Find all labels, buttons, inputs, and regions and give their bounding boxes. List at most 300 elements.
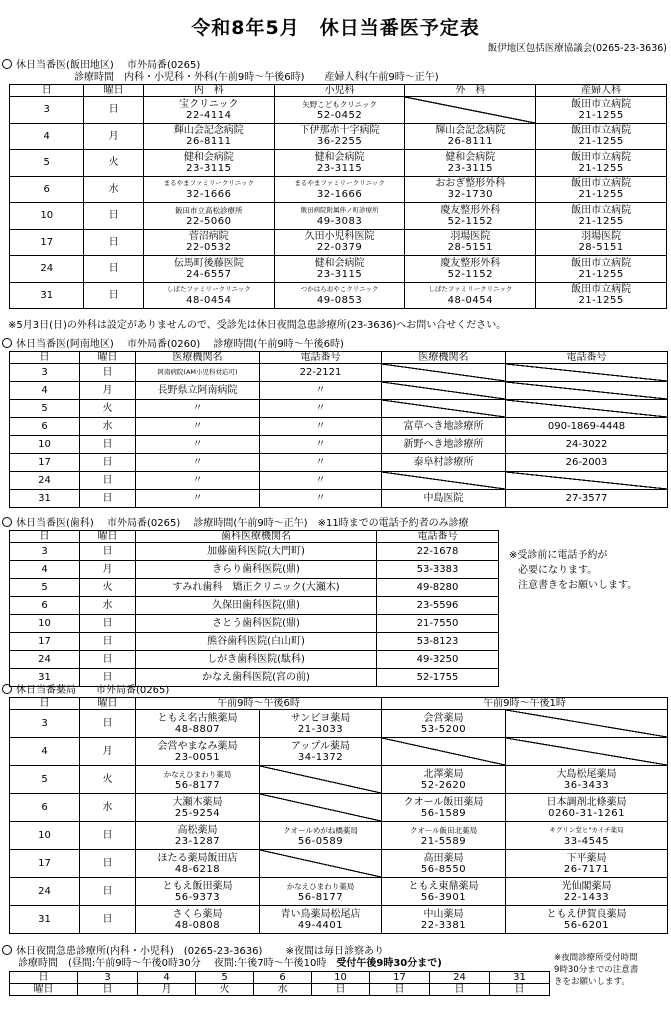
day-cell: 10 bbox=[10, 436, 80, 454]
circle-bullet-icon bbox=[2, 338, 12, 348]
dow-cell: 日 bbox=[80, 710, 136, 738]
header-name2: 医療機関名 bbox=[382, 352, 506, 364]
circle-bullet-icon bbox=[2, 59, 12, 69]
facility-name: 健和会病院 bbox=[445, 151, 496, 163]
dental-tel-cell: 53-3383 bbox=[377, 561, 499, 579]
facility-tel: 33-4545 bbox=[563, 835, 610, 847]
shoni-cell bbox=[274, 256, 405, 283]
day-cell: 17 bbox=[370, 972, 430, 984]
table-row bbox=[10, 710, 668, 738]
facility-tel: 22-0379 bbox=[316, 242, 363, 254]
header-dow: 曜日 bbox=[80, 698, 136, 710]
pharmacy-cell bbox=[260, 710, 382, 738]
facility-name: 大瀬木薬局 bbox=[172, 796, 223, 808]
dow-cell: 水 bbox=[80, 418, 136, 436]
dow-cell: 水 bbox=[80, 794, 136, 822]
naika-cell bbox=[143, 176, 274, 203]
header-dow: 曜日 bbox=[84, 85, 144, 97]
dow-cell: 月 bbox=[80, 738, 136, 766]
facility-tel: 56-8177 bbox=[174, 779, 221, 791]
facility-tel: 52-0452 bbox=[316, 109, 363, 121]
facility-name: 羽場医院 bbox=[581, 231, 622, 243]
facility-tel-cell: 27-3577 bbox=[506, 490, 668, 508]
facility-tel: 23-3115 bbox=[447, 162, 493, 174]
header-geka: 外 科 bbox=[405, 85, 536, 97]
table-row bbox=[10, 364, 668, 382]
facility-name-cell: 中島医院 bbox=[382, 490, 506, 508]
dow-row bbox=[10, 984, 550, 996]
section-heading-pharmacy: 休日当番薬局 市外局番(0265) bbox=[0, 684, 169, 696]
facility-name: かなえひまわり薬局 bbox=[163, 769, 232, 779]
facility-name: ともえ東鼎薬局 bbox=[408, 880, 479, 892]
header-day: 日 bbox=[10, 85, 84, 97]
table-row bbox=[10, 123, 667, 150]
table-row bbox=[10, 176, 667, 203]
night-clinic-table bbox=[9, 971, 550, 996]
day-row bbox=[10, 972, 550, 984]
facility-name: 飯田市立病院 bbox=[571, 125, 632, 137]
facility-tel: 21-3033 bbox=[297, 723, 344, 735]
facility-tel: 22-5060 bbox=[186, 215, 232, 227]
facility-tel: 25-9254 bbox=[174, 807, 221, 819]
table-row bbox=[10, 97, 667, 124]
sanfu-cell bbox=[536, 123, 667, 150]
dow-cell: 日 bbox=[80, 878, 136, 906]
day-cell: 5 bbox=[10, 766, 80, 794]
header-tel1: 電話番号 bbox=[260, 352, 382, 364]
facility-tel: 26-8111 bbox=[447, 136, 493, 148]
facility-name: 会営やまなみ薬局 bbox=[157, 740, 238, 752]
header-naika: 内 科 bbox=[143, 85, 274, 97]
pharmacy-cell bbox=[506, 906, 668, 934]
section-heading-iida: 休日当番医(飯田地区) 市外局番(0265) bbox=[0, 59, 200, 71]
table-row bbox=[10, 615, 499, 633]
facility-name: 矢野こどもクリニック bbox=[302, 99, 377, 109]
table-row bbox=[10, 229, 667, 256]
facility-tel: 23-3115 bbox=[316, 268, 363, 280]
facility-tel: 48-8807 bbox=[174, 723, 221, 735]
dow-cell: 日 bbox=[84, 282, 144, 309]
facility-tel: 48-0454 bbox=[447, 295, 493, 307]
facility-name: かなえひまわり薬局 bbox=[286, 881, 355, 891]
header-day: 日 bbox=[10, 531, 80, 543]
dow-cell: 日 bbox=[370, 984, 430, 996]
table-row bbox=[10, 490, 668, 508]
shoni-cell bbox=[274, 97, 405, 124]
day-cell: 3 bbox=[78, 972, 138, 984]
facility-tel-cell: 〃 bbox=[260, 436, 382, 454]
pharmacy-cell bbox=[382, 906, 506, 934]
day-cell: 10 bbox=[10, 203, 84, 230]
facility-name: 羽場医院 bbox=[450, 231, 491, 243]
facility-name: ともえ伊賀良薬局 bbox=[546, 908, 627, 920]
table-row bbox=[10, 766, 668, 794]
facility-tel: 53-5200 bbox=[420, 723, 467, 735]
facility-name: クオール飯田薬局 bbox=[403, 796, 484, 808]
facility-name: クオールめがね橋薬局 bbox=[283, 825, 358, 835]
naika-cell bbox=[143, 150, 274, 177]
facility-name: アップル薬局 bbox=[291, 740, 350, 752]
iida-duty-table bbox=[9, 84, 667, 309]
sanfu-cell bbox=[536, 150, 667, 177]
page-title: 令和8年5月 休日当番医予定表 bbox=[191, 17, 480, 39]
facility-name: 会営薬局 bbox=[423, 712, 464, 724]
dow-cell: 火 bbox=[80, 400, 136, 418]
facility-name: 飯田病院附属伴ノ町診療所 bbox=[300, 205, 379, 214]
dental-tel-cell: 52-1755 bbox=[377, 669, 499, 687]
anan-duty-table bbox=[9, 351, 668, 508]
facility-tel: 49-3083 bbox=[316, 215, 363, 227]
section-heading-anan: 休日当番医(阿南地区) 市外局番(0260) 診療時間(午前9時～午後6時) bbox=[0, 338, 344, 350]
facility-tel-cell: 26-2003 bbox=[506, 454, 668, 472]
facility-name: 輝山会記念病院 bbox=[435, 125, 506, 137]
facility-tel-cell: 24-3022 bbox=[506, 436, 668, 454]
pharmacy-cell bbox=[506, 794, 668, 822]
facility-tel: 56-1589 bbox=[420, 807, 467, 819]
facility-tel: 32-1666 bbox=[186, 189, 232, 201]
day-cell: 3 bbox=[10, 97, 84, 124]
day-cell: 4 bbox=[10, 561, 80, 579]
day-cell: 3 bbox=[10, 364, 80, 382]
shoni-cell bbox=[274, 203, 405, 230]
day-cell: 31 bbox=[490, 972, 550, 984]
dow-cell: 日 bbox=[80, 615, 136, 633]
facility-name: 日本調剤北條薬局 bbox=[546, 796, 627, 808]
dow-cell: 火 bbox=[84, 150, 144, 177]
dow-cell: 日 bbox=[80, 906, 136, 934]
facility-tel: 52-2620 bbox=[420, 779, 467, 791]
dental-duty-table bbox=[9, 530, 499, 687]
facility-name: 高田薬局 bbox=[423, 852, 464, 864]
facility-name: 久田小児科医院 bbox=[304, 231, 375, 243]
header-sanfu: 産婦人科 bbox=[536, 85, 667, 97]
day-cell: 3 bbox=[10, 543, 80, 561]
facility-tel-cell: 〃 bbox=[260, 382, 382, 400]
day-cell: 31 bbox=[10, 490, 80, 508]
header-name1: 医療機関名 bbox=[136, 352, 260, 364]
table-row bbox=[10, 543, 499, 561]
table-row bbox=[10, 794, 668, 822]
day-cell: 24 bbox=[10, 651, 80, 669]
facility-tel-cell: 〃 bbox=[260, 472, 382, 490]
pharmacy-cell-empty bbox=[382, 738, 506, 766]
table-row bbox=[10, 906, 668, 934]
night-clinic-side-note: ※夜間診療所受付時間 9時30分までの注意書 きをお願いします。 bbox=[554, 953, 639, 987]
naika-cell bbox=[143, 229, 274, 256]
facility-tel: 56-0589 bbox=[297, 835, 344, 847]
header-dental-name: 歯科医療機関名 bbox=[136, 531, 377, 543]
facility-name: 飯田市立高松診療所 bbox=[175, 205, 243, 215]
table-row bbox=[10, 436, 668, 454]
header-tel2: 電話番号 bbox=[506, 352, 668, 364]
dow-cell: 日 bbox=[80, 633, 136, 651]
day-cell: 17 bbox=[10, 633, 80, 651]
pharmacy-cell bbox=[382, 794, 506, 822]
day-cell: 5 bbox=[10, 150, 84, 177]
day-cell: 5 bbox=[196, 972, 254, 984]
dow-cell: 日 bbox=[78, 984, 138, 996]
facility-tel: 36-2255 bbox=[316, 136, 363, 148]
pharmacy-cell bbox=[136, 850, 260, 878]
dow-cell: 水 bbox=[84, 176, 144, 203]
facility-name-cell: 〃 bbox=[136, 400, 260, 418]
header-day: 日 bbox=[10, 352, 80, 364]
day-cell: 6 bbox=[254, 972, 312, 984]
facility-name: 飯田市立病院 bbox=[571, 151, 632, 163]
dental-tel-cell: 49-3250 bbox=[377, 651, 499, 669]
facility-tel: 28-5151 bbox=[447, 242, 493, 254]
table-row bbox=[10, 633, 499, 651]
geka-cell bbox=[405, 203, 536, 230]
facility-tel: 32-1730 bbox=[447, 189, 493, 201]
dow-cell: 日 bbox=[84, 229, 144, 256]
facility-name: 飯田市立病院 bbox=[571, 257, 632, 269]
table-row bbox=[10, 878, 668, 906]
facility-name: 飯田市立病院 bbox=[571, 284, 632, 296]
facility-tel: 24-6557 bbox=[186, 268, 232, 280]
shoni-cell bbox=[274, 150, 405, 177]
facility-tel: 21-1255 bbox=[578, 295, 624, 307]
header-hours-am-pm6: 午前9時～午後6時 bbox=[136, 698, 382, 710]
facility-name-cell: 新野へき地診療所 bbox=[382, 436, 506, 454]
night-clinic-hours: 診療時間 (昼間:午前9時～午後0時30分 夜間:午後7時～午後10時 受付午後9時30分まで) bbox=[18, 958, 442, 969]
table-row bbox=[10, 203, 667, 230]
pharmacy-cell-empty bbox=[260, 850, 382, 878]
pharmacy-cell bbox=[136, 766, 260, 794]
dental-tel-cell: 22-1678 bbox=[377, 543, 499, 561]
facility-name: 飯田市立病院 bbox=[571, 98, 632, 110]
facility-tel: 56-3901 bbox=[420, 891, 467, 903]
section-heading-night-clinic: 休日夜間急患診療所(内科・小児科) (0265-23-3636) ※夜間は毎日診察あり bbox=[0, 945, 384, 957]
dental-side-note: ※受診前に電話予約が 必要になります。 注意書きをお願いします。 bbox=[509, 550, 638, 591]
facility-tel: 0260-31-1261 bbox=[548, 807, 625, 819]
pharmacy-cell-empty bbox=[506, 738, 668, 766]
circle-bullet-icon bbox=[2, 517, 12, 527]
facility-tel: 49-0853 bbox=[316, 295, 363, 307]
dental-name-cell: 熊谷歯科医院(白山町) bbox=[136, 633, 377, 651]
facility-tel: 21-1255 bbox=[578, 162, 624, 174]
pharmacy-cell bbox=[382, 878, 506, 906]
header-hours-am-pm1: 午前9時～午後1時 bbox=[382, 698, 668, 710]
header-dow: 曜日 bbox=[80, 531, 136, 543]
pharmacy-cell bbox=[506, 822, 668, 850]
facility-tel: 28-5151 bbox=[578, 242, 624, 254]
dental-tel-cell: 21-7550 bbox=[377, 615, 499, 633]
pharmacy-cell bbox=[382, 850, 506, 878]
table-row bbox=[10, 472, 668, 490]
day-cell: 10 bbox=[10, 822, 80, 850]
facility-name: まるやまファミリークリニック bbox=[163, 179, 255, 188]
dow-cell: 日 bbox=[80, 651, 136, 669]
facility-tel-cell-empty bbox=[506, 382, 668, 400]
table-row bbox=[10, 400, 668, 418]
facility-name: ほたる薬局飯田店 bbox=[157, 852, 238, 864]
dow-cell: 水 bbox=[254, 984, 312, 996]
facility-name: おおぎ整形外科 bbox=[435, 178, 506, 190]
facility-tel: 48-0808 bbox=[174, 919, 221, 931]
facility-name: 宝クリニック bbox=[179, 98, 239, 110]
day-cell: 24 bbox=[430, 972, 490, 984]
facility-name: 健和会病院 bbox=[183, 151, 234, 163]
table-row bbox=[10, 579, 499, 597]
table-row bbox=[10, 150, 667, 177]
shoni-cell bbox=[274, 176, 405, 203]
dental-tel-cell: 23-5596 bbox=[377, 597, 499, 615]
table-row bbox=[10, 454, 668, 472]
dow-cell: 火 bbox=[196, 984, 254, 996]
facility-name: まるやまファミリークリニック bbox=[294, 179, 385, 188]
pharmacy-cell bbox=[136, 738, 260, 766]
facility-name-cell: 〃 bbox=[136, 436, 260, 454]
facility-tel: 21-1255 bbox=[578, 215, 624, 227]
facility-tel-cell: 〃 bbox=[260, 490, 382, 508]
facility-tel: 22-4114 bbox=[186, 109, 232, 121]
dental-name-cell: 加藤歯科医院(大門町) bbox=[136, 543, 377, 561]
table-row bbox=[10, 418, 668, 436]
facility-tel-cell: 090-1869-4448 bbox=[506, 418, 668, 436]
table-row bbox=[10, 282, 667, 309]
facility-name: 中山薬局 bbox=[423, 908, 464, 920]
facility-tel: 21-1255 bbox=[578, 189, 624, 201]
facility-name: さくら薬局 bbox=[172, 908, 223, 920]
naika-cell bbox=[143, 203, 274, 230]
facility-name: 慶友整形外科 bbox=[440, 257, 501, 269]
facility-tel-cell: 〃 bbox=[260, 454, 382, 472]
table-row bbox=[10, 561, 499, 579]
facility-name-cell: 富草へき地診療所 bbox=[382, 418, 506, 436]
naika-cell bbox=[143, 97, 274, 124]
day-cell: 4 bbox=[10, 123, 84, 150]
geka-cell bbox=[405, 229, 536, 256]
facility-name: しばたファミリークリニック bbox=[428, 285, 513, 294]
facility-tel: 23-3115 bbox=[186, 162, 232, 174]
facility-tel: 36-3433 bbox=[563, 779, 610, 791]
header-dow: 曜日 bbox=[80, 352, 136, 364]
dow-cell: 火 bbox=[80, 766, 136, 794]
facility-tel-cell-empty bbox=[506, 400, 668, 418]
facility-tel: 21-5589 bbox=[420, 835, 467, 847]
facility-tel: 49-4401 bbox=[297, 919, 344, 931]
pharmacy-cell bbox=[382, 766, 506, 794]
facility-name: 飯田市立病院 bbox=[571, 178, 632, 190]
dow-cell: 日 bbox=[80, 364, 136, 382]
day-cell: 5 bbox=[10, 400, 80, 418]
day-cell: 3 bbox=[10, 710, 80, 738]
facility-name: 健和会病院 bbox=[314, 151, 365, 163]
day-cell: 6 bbox=[10, 418, 80, 436]
shoni-cell bbox=[274, 229, 405, 256]
facility-tel-cell: 22-2121 bbox=[260, 364, 382, 382]
dow-cell: 月 bbox=[84, 123, 144, 150]
dow-cell: 月 bbox=[80, 561, 136, 579]
day-cell: 24 bbox=[10, 472, 80, 490]
sanfu-cell bbox=[536, 229, 667, 256]
dow-cell: 日 bbox=[430, 984, 490, 996]
dow-cell: 日 bbox=[84, 256, 144, 283]
facility-name: 健和会病院 bbox=[314, 257, 365, 269]
geka-cell bbox=[405, 282, 536, 309]
facility-tel: 23-3115 bbox=[316, 162, 363, 174]
day-cell: 5 bbox=[10, 579, 80, 597]
table-row bbox=[10, 822, 668, 850]
header-day: 日 bbox=[10, 698, 80, 710]
dow-cell: 日 bbox=[84, 97, 144, 124]
header-shoni: 小児科 bbox=[274, 85, 405, 97]
facility-name: つかはらおやこクリニック bbox=[300, 285, 379, 294]
dow-cell: 日 bbox=[80, 850, 136, 878]
facility-name-cell: 〃 bbox=[136, 490, 260, 508]
pharmacy-cell bbox=[136, 878, 260, 906]
facility-name: 伝馬町後藤医院 bbox=[173, 257, 244, 269]
day-cell: 24 bbox=[10, 878, 80, 906]
facility-name: ともえ名古熊薬局 bbox=[157, 712, 238, 724]
day-cell: 4 bbox=[10, 738, 80, 766]
facility-name: 飯田市立病院 bbox=[571, 204, 632, 216]
facility-tel: 21-1255 bbox=[578, 109, 624, 121]
dental-name-cell: しがき歯科医院(駄科) bbox=[136, 651, 377, 669]
dow-cell: 日 bbox=[312, 984, 370, 996]
facility-tel: 52-1152 bbox=[447, 215, 493, 227]
consult-hours-iida: 診療時間 内科・小児科・外科(午前9時～午後6時) 産婦人科(午前9時～正午) bbox=[74, 72, 439, 83]
day-cell: 17 bbox=[10, 850, 80, 878]
facility-name-cell-empty bbox=[382, 472, 506, 490]
pharmacy-cell-empty bbox=[260, 766, 382, 794]
sanfu-cell bbox=[536, 256, 667, 283]
pharmacy-cell bbox=[136, 794, 260, 822]
sanfu-cell bbox=[536, 176, 667, 203]
pharmacy-duty-table bbox=[9, 697, 668, 934]
facility-name-cell-empty bbox=[382, 400, 506, 418]
facility-name: 下平薬局 bbox=[566, 852, 607, 864]
pharmacy-cell bbox=[506, 878, 668, 906]
facility-tel: 21-1255 bbox=[578, 136, 624, 148]
facility-tel: 23-0051 bbox=[174, 751, 221, 763]
section-heading-dental: 休日当番医(歯科) 市外局番(0265) 診療時間(午前9時～正午) ※11時までの電話予約者のみ診療 bbox=[0, 517, 469, 529]
pharmacy-cell bbox=[136, 710, 260, 738]
dental-name-cell: 久保田歯科医院(鼎) bbox=[136, 597, 377, 615]
dow-cell: 日 bbox=[490, 984, 550, 996]
shoni-cell bbox=[274, 123, 405, 150]
day-cell: 31 bbox=[10, 282, 84, 309]
dow-cell: 火 bbox=[80, 579, 136, 597]
day-cell: 6 bbox=[10, 597, 80, 615]
day-cell: 4 bbox=[138, 972, 196, 984]
facility-tel: 22-3381 bbox=[420, 919, 467, 931]
facility-name: しばたファミリークリニック bbox=[166, 285, 251, 294]
facility-name: ともえ飯田薬局 bbox=[162, 880, 233, 892]
facility-tel: 21-1255 bbox=[578, 268, 624, 280]
pharmacy-cell bbox=[260, 878, 382, 906]
sanfu-cell bbox=[536, 282, 667, 309]
facility-tel: 23-1287 bbox=[174, 835, 221, 847]
facility-tel: 56-8177 bbox=[297, 891, 344, 903]
facility-name: 光仙閣薬局 bbox=[561, 880, 612, 892]
facility-tel-cell-empty bbox=[506, 472, 668, 490]
facility-name: サンビヨ薬局 bbox=[290, 712, 351, 724]
table-row bbox=[10, 738, 668, 766]
facility-tel: 26-7171 bbox=[563, 863, 610, 875]
pharmacy-cell bbox=[260, 738, 382, 766]
facility-tel: 48-6218 bbox=[174, 863, 221, 875]
facility-name: 青い鳥薬局松尾店 bbox=[280, 908, 361, 920]
day-cell: 31 bbox=[10, 906, 80, 934]
facility-tel: 22-1433 bbox=[563, 891, 610, 903]
facility-name: キグリン堂ヒ"カイチ薬局 bbox=[549, 825, 624, 834]
facility-tel: 26-8111 bbox=[186, 136, 232, 148]
facility-tel: 22-0532 bbox=[186, 242, 232, 254]
circle-bullet-icon bbox=[2, 945, 12, 955]
dental-name-cell: すみれ歯科 矯正クリニック(大瀬木) bbox=[136, 579, 377, 597]
